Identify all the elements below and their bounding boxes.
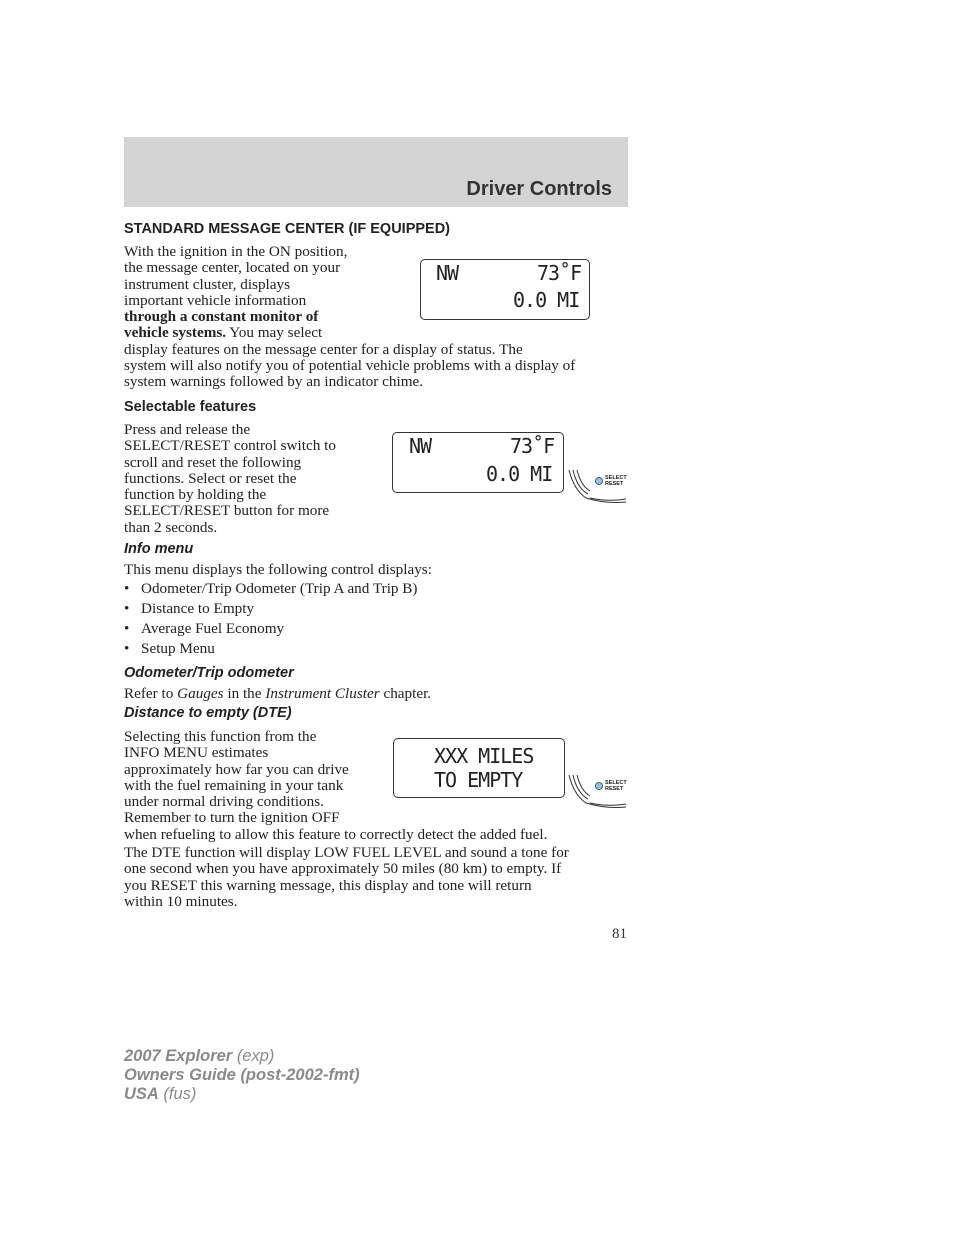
text-line: function by holding the — [124, 486, 267, 504]
dte-line-2: TO EMPTY — [434, 768, 523, 792]
text-line: Press and release the — [124, 421, 251, 438]
document-footer — [124, 1047, 360, 1104]
compass-heading: NW — [436, 261, 459, 285]
text-run: chapter. — [379, 685, 432, 702]
footer-bold: Owners Guide (post-2002-fmt) — [124, 1066, 360, 1084]
dte-paragraph-2 — [124, 845, 569, 910]
footer-bold: USA — [124, 1085, 159, 1103]
bold-text: vehicle systems. — [124, 324, 227, 342]
message-center-display-with-switch — [392, 432, 564, 493]
page-number: 81 — [612, 926, 627, 942]
text-line: display features on the message center for a display of status. The — [124, 340, 523, 358]
footer-line-model — [124, 1047, 360, 1066]
text-line: SELECT/RESET control switch to — [124, 437, 336, 455]
text-line: Remember to turn the ignition OFF — [124, 809, 340, 827]
text-run: Refer to — [124, 685, 178, 702]
text-line: SELECT/RESET button for more — [124, 502, 330, 520]
text-line: under normal driving conditions. — [124, 793, 324, 811]
text-line: Selecting this function from the — [124, 728, 317, 745]
text-line: INFO MENU estimates — [124, 744, 269, 762]
temperature-value: 73 — [510, 434, 533, 458]
trip-miles-reading: 0.0 MI — [513, 288, 580, 312]
list-item: • Average Fuel Economy — [124, 619, 418, 639]
text-line: functions. Select or reset the — [124, 469, 297, 487]
temperature-reading — [537, 261, 581, 285]
bold-text: through a constant monitor of — [124, 308, 319, 326]
text-run: You may select — [226, 324, 323, 342]
footer-line-market — [124, 1085, 360, 1104]
text-line: approximately how far you can drive — [124, 760, 349, 778]
dte-line-1: XXX MILES — [434, 744, 534, 768]
message-center-display — [420, 259, 590, 320]
gauges-reference: Gauges — [177, 685, 224, 702]
info-menu-intro: This menu displays the following control displays: — [124, 561, 432, 578]
section-heading-info-menu: Info menu — [124, 541, 194, 557]
temperature-unit: ˚F — [559, 261, 582, 285]
page-title: Driver Controls — [466, 178, 612, 200]
trip-miles-reading: 0.0 MI — [486, 462, 553, 486]
select-reset-button-icon — [596, 783, 603, 790]
text-line: scroll and reset the following — [124, 453, 302, 471]
switch-select-label: SELECT — [605, 475, 627, 481]
distance-to-empty-display — [393, 738, 565, 798]
switch-select-label: SELECT — [605, 780, 627, 786]
text-line: you RESET this warning message, this display and tone will return — [124, 876, 532, 894]
list-item: • Setup Menu — [124, 639, 418, 659]
switch-reset-label: RESET — [605, 481, 624, 487]
list-item: • Distance to Empty — [124, 599, 418, 619]
footer-bold: 2007 Explorer — [124, 1047, 233, 1065]
text-line — [124, 325, 575, 341]
section-heading-standard-message-center: STANDARD MESSAGE CENTER (IF EQUIPPED) — [124, 221, 451, 237]
temperature-unit: ˚F — [532, 434, 555, 458]
select-reset-button-icon — [596, 478, 603, 485]
text-run: in the — [223, 685, 266, 702]
temperature-reading — [510, 434, 554, 458]
text-line: system will also notify you of potential vehicle problems with a display of — [124, 357, 576, 375]
switch-reset-label: RESET — [605, 786, 624, 792]
header-band — [124, 137, 628, 207]
text-line: when refueling to allow this feature to correctly detect the added fuel. — [124, 825, 548, 843]
text-line: system warnings followed by an indicator chime. — [124, 373, 424, 391]
text-line: one second when you have approximately 50 miles (80 km) to empty. If — [124, 860, 562, 878]
selectable-features-paragraph — [124, 422, 336, 536]
text-line: With the ignition in the ON position, — [124, 243, 348, 260]
select-reset-switch-label — [605, 475, 627, 487]
footer-line-guide — [124, 1066, 360, 1085]
text-line: The DTE function will display LOW FUEL LEVEL and sound a tone for — [124, 844, 569, 861]
text-line: important vehicle information — [124, 291, 307, 309]
section-heading-selectable-features: Selectable features — [124, 399, 257, 415]
temperature-value: 73 — [537, 261, 560, 285]
footer-text: (exp) — [232, 1047, 275, 1065]
odometer-paragraph — [124, 686, 431, 702]
info-menu-list — [124, 579, 418, 659]
compass-heading: NW — [409, 434, 432, 458]
select-reset-switch-label — [605, 780, 627, 792]
text-line: than 2 seconds. — [124, 518, 218, 536]
instrument-cluster-reference: Instrument Cluster — [265, 685, 380, 702]
text-line: within 10 minutes. — [124, 892, 238, 910]
section-heading-odometer: Odometer/Trip odometer — [124, 665, 294, 681]
list-item: • Odometer/Trip Odometer (Trip A and Trip B) — [124, 579, 418, 599]
text-line: the message center, located on your — [124, 259, 341, 277]
text-line: with the fuel remaining in your tank — [124, 776, 344, 794]
section-heading-distance-to-empty: Distance to empty (DTE) — [124, 705, 292, 721]
footer-text: (fus) — [158, 1085, 197, 1103]
text-line: instrument cluster, displays — [124, 275, 291, 293]
